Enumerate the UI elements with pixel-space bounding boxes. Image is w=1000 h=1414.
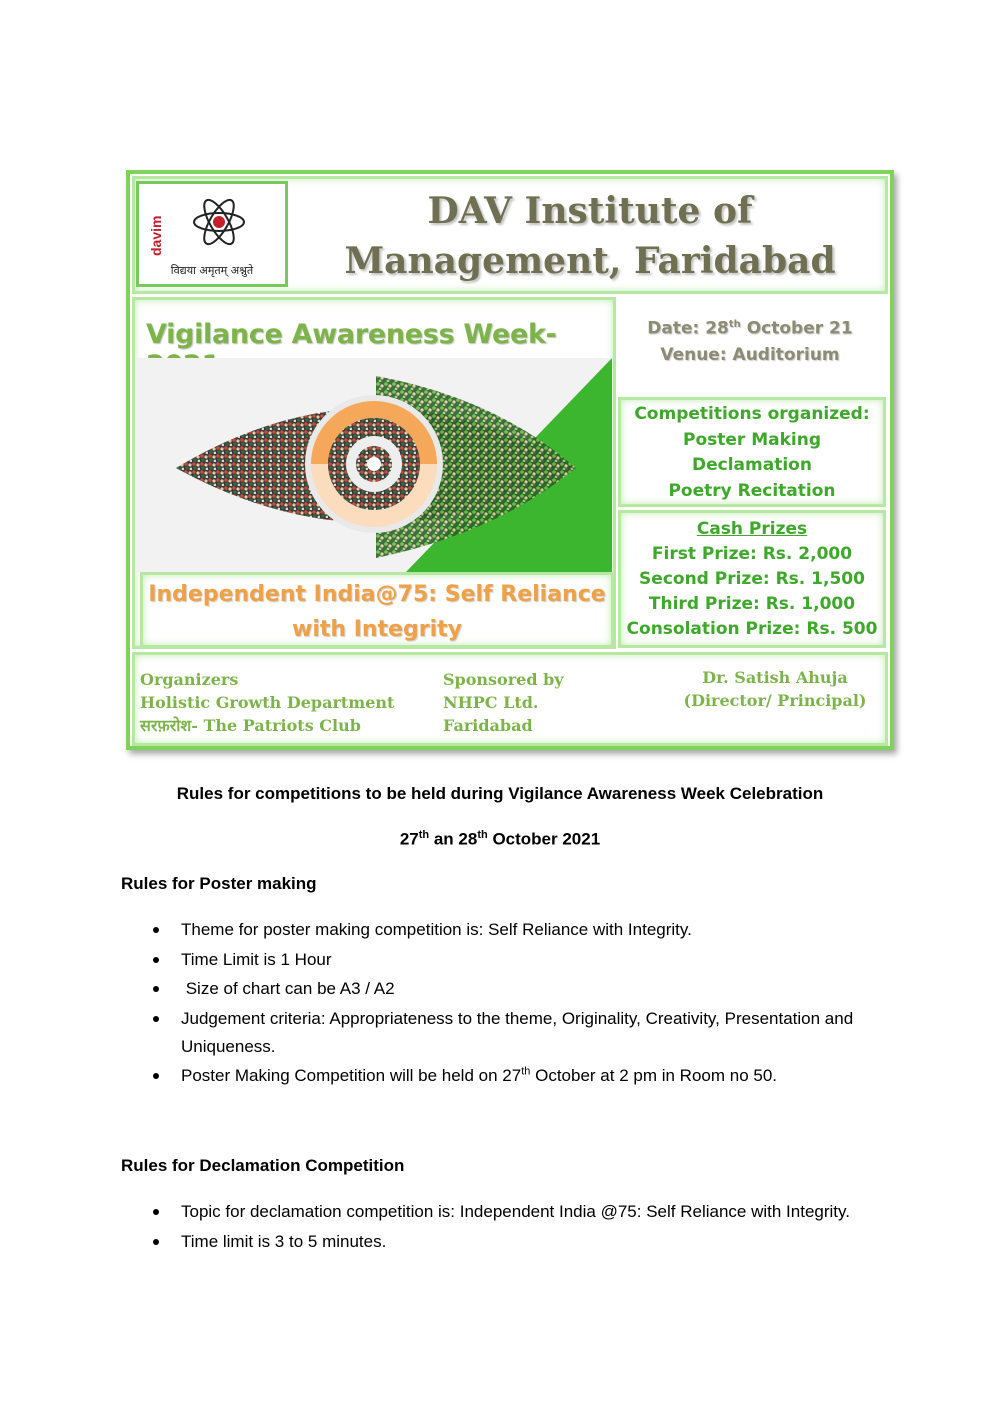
prize-item: Second Prize: Rs. 1,500: [639, 569, 865, 589]
eye-crowd-illustration: [136, 358, 612, 572]
list-item: Poster Making Competition will be held on 27th October at 2 pm in Room no 50.: [181, 1062, 911, 1090]
logo-motto: विद्यया अमृतम् अश्नुते: [170, 264, 254, 277]
prizes-panel: [618, 510, 886, 648]
declamation-rules-heading: Rules for Declamation Competition: [121, 1156, 405, 1175]
event-date: Date: 28th October 21: [647, 318, 853, 339]
organizers-line2: सरफ़रोश- The Patriots Club: [140, 716, 361, 735]
poster-rules-list: [121, 916, 911, 1092]
institute-title-line2: Management, Faridabad: [344, 240, 836, 282]
list-item: Size of chart can be A3 / A2: [181, 975, 911, 1003]
director-name: Dr. Satish Ahuja: [702, 668, 848, 687]
prizes-heading: Cash Prizes: [696, 519, 808, 539]
theme-panel: [140, 572, 614, 648]
declamation-rules-list: [121, 1198, 911, 1257]
prize-item: First Prize: Rs. 2,000: [651, 544, 853, 564]
director-block: [678, 666, 872, 712]
institute-logo: [136, 181, 288, 287]
competition-item: Poster Making: [682, 429, 821, 450]
organizers-label: Organizers: [140, 670, 239, 689]
event-venue: Venue: Auditorium: [660, 344, 840, 365]
sponsor-block: [443, 668, 564, 737]
organizers-block: [140, 668, 394, 737]
sponsor-line1: NHPC Ltd.: [443, 693, 539, 712]
sponsor-label: Sponsored by: [443, 670, 564, 689]
list-item: Topic for declamation competition is: Independent India @75: Self Reliance with Integrity.: [181, 1198, 911, 1226]
list-item: Judgement criteria: Appropriateness to the theme, Originality, Creativity, Presentation and Uniqueness.: [181, 1005, 911, 1061]
institute-title: [305, 186, 875, 286]
logo-wordmark: davim: [148, 215, 164, 257]
institute-title-line1: DAV Institute of: [427, 190, 753, 232]
rules-main-heading: Rules for competitions to be held during Vigilance Awareness Week Celebration: [176, 784, 824, 803]
competitions-panel: [618, 397, 886, 507]
prize-item: Consolation Prize: Rs. 500: [626, 619, 878, 639]
date-venue: [620, 312, 880, 368]
sponsor-line2: Faridabad: [443, 716, 533, 735]
rules-dates: 27th an 28th October 2021: [399, 829, 601, 849]
poster-rules-heading: Rules for Poster making: [121, 874, 317, 893]
list-item: Theme for poster making competition is: Self Reliance with Integrity.: [181, 916, 911, 944]
theme-line1: Independent India@75: Self Reliance: [148, 582, 606, 607]
organizers-line1: Holistic Growth Department: [140, 693, 395, 712]
list-item: Time limit is 3 to 5 minutes.: [181, 1228, 911, 1256]
theme-line2: with Integrity: [292, 617, 462, 642]
atom-icon: [191, 194, 247, 250]
prize-item: Third Prize: Rs. 1,000: [648, 594, 856, 614]
director-title: (Director/ Principal): [683, 691, 867, 710]
competitions-heading: Competitions organized:: [634, 404, 870, 424]
competition-item: Poetry Recitation: [668, 480, 836, 501]
list-item: Time Limit is 1 Hour: [181, 946, 911, 974]
event-poster: [126, 170, 894, 750]
competition-item: Declamation: [692, 455, 812, 475]
week-title: Vigilance Awareness Week-: [146, 319, 557, 350]
